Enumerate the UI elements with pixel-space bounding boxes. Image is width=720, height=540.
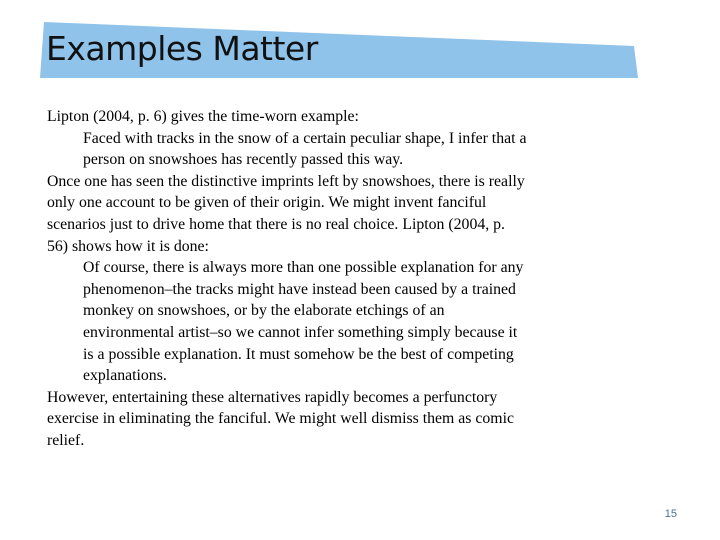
slide-title: Examples Matter <box>46 29 318 68</box>
quote-snowshoes: Faced with tracks in the snow of a certain peculiar shape, I infer that a person on snowshoes has recently passed this way. <box>83 129 527 169</box>
slide-body <box>47 106 527 452</box>
intro-paragraph: Lipton (2004, p. 6) gives the time-worn example: <box>47 108 359 125</box>
quote-alternatives: Of course, there is always more than one possible explanation for any phenomenon–the tracks might have instead been caused by a trained monkey on snowshoes, or by the elaborate etchings of an environmental artist–so we cannot infer something simply because it is a possible explanation. It must somehow be the best of competing explanations. <box>83 259 524 385</box>
page-number: 15 <box>664 508 677 520</box>
paragraph-comic-relief: However, entertaining these alternatives rapidly becomes a perfunctory exercise in eliminating the fanciful. We might well dismiss them as comic relief. <box>47 388 514 449</box>
paragraph-distinctive-imprints: Once one has seen the distinctive imprints left by snowshoes, there is really only one account to be given of their origin. We might invent fanciful scenarios just to drive home that there is no real choice. Lipton (2004, p. 56) shows how it is done: <box>47 172 525 255</box>
